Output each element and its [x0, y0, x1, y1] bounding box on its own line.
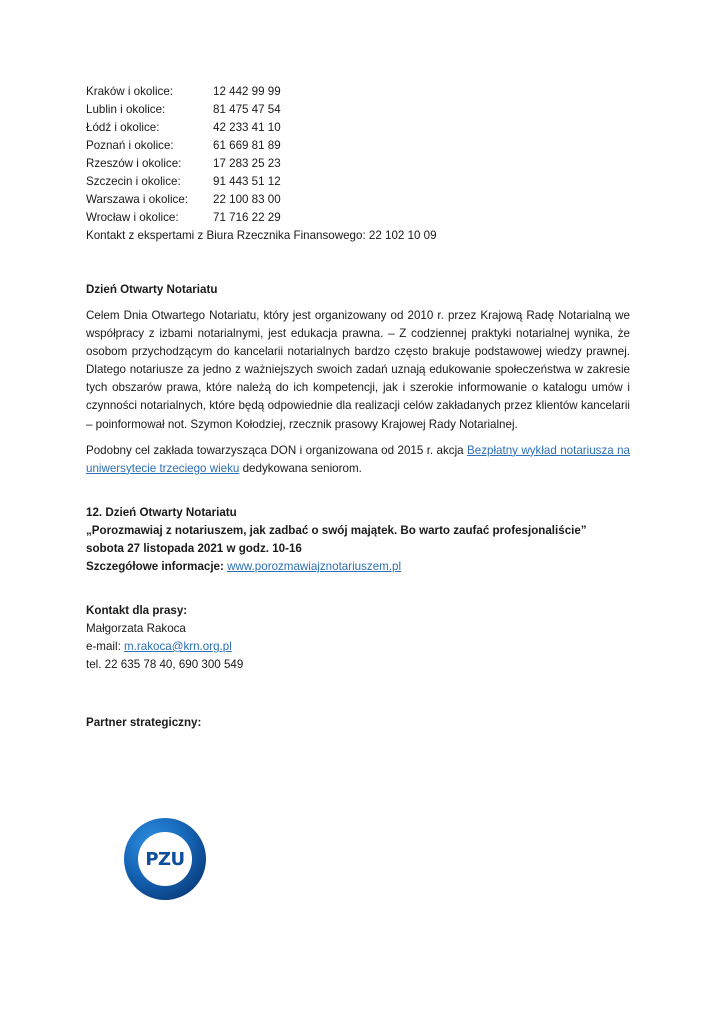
svg-text:PZU: PZU [145, 849, 185, 870]
contact-row [86, 155, 630, 173]
contact-row [86, 191, 630, 209]
contact-row [86, 137, 630, 155]
contact-row [86, 209, 630, 227]
press-contact-email-row [86, 638, 630, 656]
email-link[interactable]: m.rakoca@krn.org.pl [124, 639, 232, 653]
city-label: Lublin i okolice: [86, 103, 166, 116]
phone-number: 91 443 51 12 [213, 175, 281, 188]
paragraph-text: Podobny cel zakłada towarzysząca DON i organizowana od 2015 r. akcja [86, 443, 468, 457]
event-date: sobota 27 listopada 2021 w godz. 10-16 [86, 541, 302, 555]
free-lecture-link[interactable]: Bezpłatny wykład notariusza na uniwersytecie trzeciego wieku [86, 443, 631, 475]
document-page [86, 83, 630, 732]
don-paragraph-1: Celem Dnia Otwartego Notariatu, który jest organizowany od 2010 r. przez Krajową Radę Notarialną we współpracy z izbami notarialnymi, jest edukacja prawna. – Z codziennej praktyki notarialnej wynika, że osobom przychodzącym do kancelarii notarialnych bardzo często brakuje podstawowej wiedzy prawnej. Dlatego notariusze za jedno z ważniejszych swoich zadań uznają edukowanie społeczeństwa w zakresie tych obszarów prawa, które należą do ich kompetencji, jak i szerokie informowanie o katalogu umów i czynności notarialnych, które będą odpowiednie dla realizacji celów zakładanych przez klientów kancelarii – poinformował not. Szymon Kołodziej, rzecznik prasowy Krajowej Rady Notarialnej. [86, 309, 630, 431]
city-label: Wrocław i okolice: [86, 211, 179, 224]
city-label: Rzeszów i okolice: [86, 157, 182, 170]
partner-heading: Partner strategiczny: [86, 715, 202, 729]
pzu-logo-icon [123, 817, 207, 901]
don-paragraph-2 [86, 442, 630, 478]
event-slogan: „Porozmawiaj z notariuszem, jak zadbać o swój majątek. Bo warto zaufać profesjonaliście” [86, 523, 587, 537]
paragraph-text: dedykowana seniorom. [239, 461, 362, 475]
phone-number: 81 475 47 54 [213, 103, 281, 116]
city-label: Łódź i okolice: [86, 121, 160, 134]
expert-contact: Kontakt z ekspertami z Biura Rzecznika Finansowego: 22 102 10 09 [86, 229, 437, 242]
event-website-link[interactable]: www.porozmawiajznotariuszem.pl [227, 559, 402, 573]
press-contact-heading: Kontakt dla prasy: [86, 603, 188, 617]
section-heading-don: Dzień Otwarty Notariatu [86, 283, 218, 296]
contact-row [86, 83, 630, 101]
event-block [86, 504, 630, 576]
phone-number: 61 669 81 89 [213, 139, 281, 152]
details-label: Szczegółowe informacje: [86, 559, 224, 573]
press-contact-name: Małgorzata Rakoca [86, 621, 186, 635]
event-title: 12. Dzień Otwarty Notariatu [86, 505, 237, 519]
phone-number: 22 100 83 00 [213, 193, 281, 206]
contact-row [86, 173, 630, 191]
pzu-logo [123, 817, 207, 901]
regional-contacts-list [86, 83, 630, 245]
phone-number: 71 716 22 29 [213, 211, 281, 224]
email-label: e-mail: [86, 639, 125, 653]
contact-row [86, 119, 630, 137]
contact-row [86, 101, 630, 119]
city-label: Warszawa i okolice: [86, 193, 189, 206]
event-details [86, 558, 630, 576]
city-label: Szczecin i okolice: [86, 175, 181, 188]
phone-number: 17 283 25 23 [213, 157, 281, 170]
phone-number: 42 233 41 10 [213, 121, 281, 134]
phone-number: 12 442 99 99 [213, 85, 281, 98]
city-label: Poznań i okolice: [86, 139, 174, 152]
press-contact-phone: tel. 22 635 78 40, 690 300 549 [86, 657, 244, 671]
press-contact-block [86, 602, 630, 674]
city-label: Kraków i okolice: [86, 85, 173, 98]
